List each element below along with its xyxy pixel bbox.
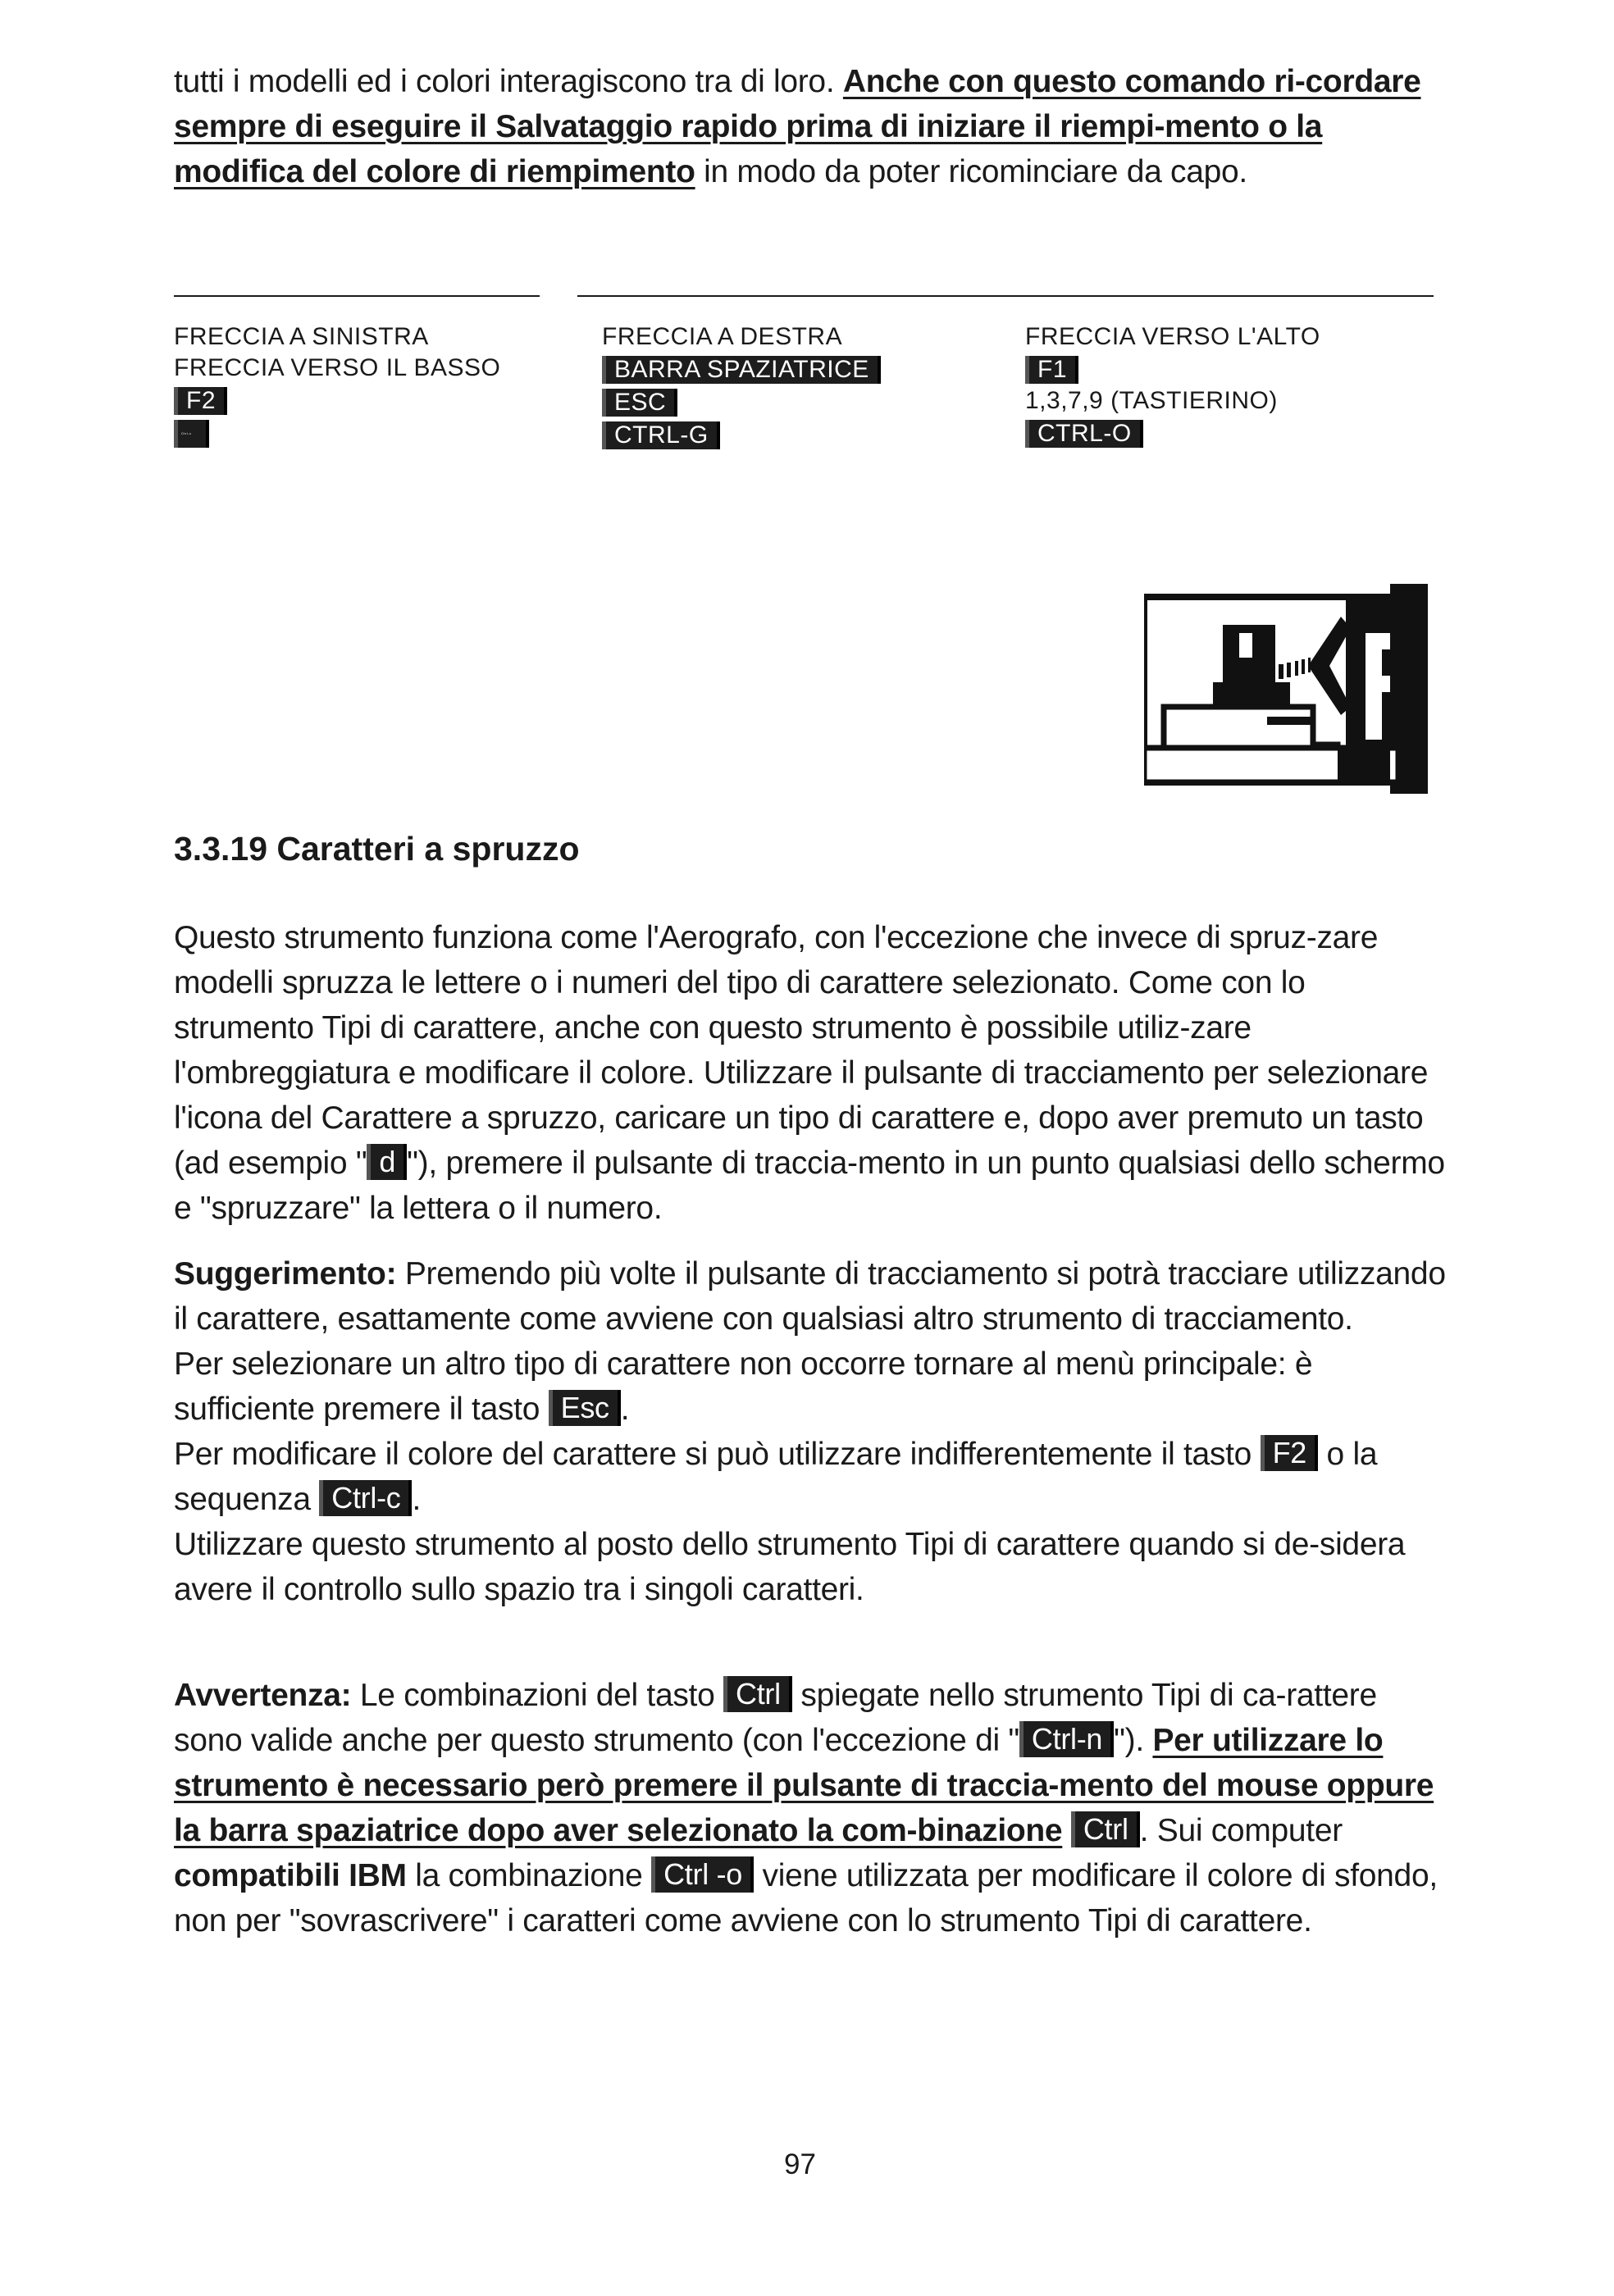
key-label-numpad: 1,3,7,9 (TASTIERINO) <box>1025 387 1278 414</box>
body-paragraph-1 <box>174 915 1453 1231</box>
key-label-left-arrow: FRECCIA A SINISTRA <box>174 323 429 350</box>
intro-text: tutti i modelli ed i colori interagiscono tra di loro. <box>174 64 843 99</box>
tip-text-3-end: . <box>412 1482 422 1517</box>
table-rule-left <box>174 295 540 297</box>
key-esc: ESC <box>602 389 677 417</box>
intro-paragraph <box>174 59 1453 194</box>
intro-warning-bold: Anche con questo comando ri-cordare sempre di eseguire il Salvataggio rapido prima di iniziare il riempi-mento o la modifica del colore di riempimento <box>174 64 1421 189</box>
warn-text-2: spiegate nello strumento Tipi di ca-rattere sono valide anche per questo strumento (con l'eccezione di " <box>174 1678 1377 1758</box>
key-esc-inline: Esc <box>549 1390 621 1426</box>
spray-characters-tool-icon <box>1144 584 1428 794</box>
warn-text-1: Le combinazioni del tasto <box>351 1678 724 1713</box>
key-ctrl-g: CTRL-G <box>602 421 720 449</box>
key-ctrl-inline: Ctrl <box>723 1676 792 1712</box>
key-ctrl-n-inline: Ctrl-n <box>1019 1721 1114 1757</box>
tip-text-3-mid: o la sequenza <box>174 1437 1378 1517</box>
tip-text-2-end: . <box>620 1392 630 1427</box>
page-number: 97 <box>784 2148 816 2180</box>
warn-text-4: . Sui computer <box>1139 1813 1343 1848</box>
tip-text-2: Per selezionare un altro tipo di carattere non occorre tornare al menù principale: è sufficiente premere il tasto <box>174 1346 1313 1427</box>
warning-bold-underlined: Per utilizzare lo strumento è necessario però premere il pulsante di traccia-mento del mouse oppure la barra spaziatrice dopo aver selezionato la com-binazione <box>174 1723 1434 1848</box>
tip-text-4: Utilizzare questo strumento al posto dello strumento Tipi di carattere quando si de-sidera avere il controllo sullo spazio tra i singoli caratteri. <box>174 1527 1406 1607</box>
keys-column-mid <box>602 321 881 451</box>
key-ctrl-inline-2: Ctrl <box>1071 1811 1140 1847</box>
warn-text-5: la combinazione <box>406 1858 652 1893</box>
key-ctrl-c-small: Ctrl-c <box>174 420 209 448</box>
section-heading: 3.3.19 Caratteri a spruzzo <box>174 830 580 868</box>
warning-label: Avvertenza: <box>174 1678 352 1713</box>
key-spacebar: BARRA SPAZIATRICE <box>602 356 881 384</box>
key-ctrl-o: CTRL-O <box>1025 420 1143 448</box>
warn-text-6: viene utilizzata per modificare il colore di sfondo, non per "sovrascrivere" i caratteri come avviene con lo strumento Tipi di carattere. <box>174 1858 1438 1938</box>
key-d: d <box>367 1144 407 1180</box>
warning-ibm-bold: compatibili IBM <box>174 1858 407 1893</box>
key-label-up-arrow: FRECCIA VERSO L'ALTO <box>1025 323 1320 350</box>
keys-column-left <box>174 321 500 456</box>
key-label-right-arrow: FRECCIA A DESTRA <box>602 323 843 350</box>
key-f2-inline: F2 <box>1261 1435 1318 1471</box>
key-ctrl-o-inline: Ctrl -o <box>651 1856 754 1893</box>
table-rule-right <box>577 295 1434 297</box>
tip-text-3: Per modificare il colore del carattere si può utilizzare indifferentemente il tasto <box>174 1437 1261 1472</box>
key-ctrl-c-inline: Ctrl-c <box>319 1480 412 1516</box>
key-f2: F2 <box>174 387 227 415</box>
warn-text-3: "). <box>1114 1723 1153 1758</box>
intro-text-end: in modo da poter ricominciare da capo. <box>695 154 1247 189</box>
key-f1: F1 <box>1025 356 1078 384</box>
p1-text: Questo strumento funziona come l'Aerografo, con l'eccezione che invece di spruz-zare modelli spruzza le lettere o i numeri del tipo di carattere selezionato. Come con lo strumento Tipi di carattere, anche con questo strumento è possibile utiliz-zare l'ombreggiatura e modificare il colore. Utilizzare il pulsante di tracciamento per selezionare l'icona del Carattere a spruzzo, caricare un tipo di carattere e, dopo aver premuto un tasto (ad esempio " <box>174 920 1429 1181</box>
p1-text-end: "), premere il pulsante di traccia-mento in un punto qualsiasi dello schermo e "spruzzare" la lettera o il numero. <box>174 1146 1445 1226</box>
key-label-down-arrow: FRECCIA VERSO IL BASSO <box>174 354 501 381</box>
tip-text-1: Premendo più volte il pulsante di tracciamento si potrà tracciare utilizzando il carattere, esattamente come avviene con qualsiasi altro strumento di tracciamento. <box>174 1256 1446 1337</box>
tip-paragraph <box>174 1251 1453 1612</box>
warning-paragraph <box>174 1673 1453 1943</box>
keys-column-right <box>1025 321 1320 449</box>
tip-label: Suggerimento: <box>174 1256 397 1292</box>
